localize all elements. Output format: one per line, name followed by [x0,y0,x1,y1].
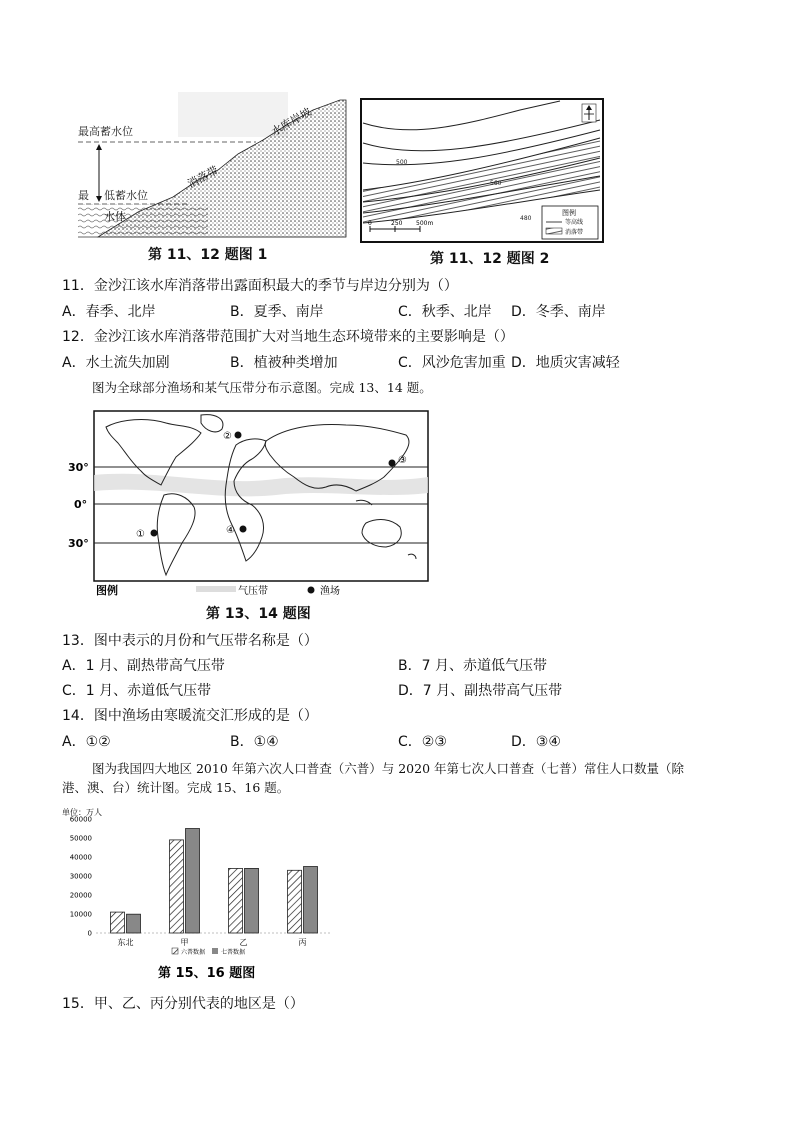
bar-census7-3 [304,867,318,934]
legend-belt-swatch [196,586,236,592]
legend-fishery-icon [308,587,315,594]
figure-2 [360,98,605,270]
q13-option-b[interactable]: B．7 月、赤道低气压带 [398,658,547,674]
map-legend-title: 图例 [96,584,118,597]
reservoir-profile-diagram [78,92,350,242]
lat-label-30s: 30° [68,537,89,550]
svg-text:③: ③ [398,455,407,466]
bar-census6-3 [288,870,302,933]
y-tick-label: 60000 [69,815,92,824]
svg-text:250: 250 [391,220,403,227]
intro-13-14: 图为全球部分渔场和某气压带分布示意图。完成 13、14 题。 [92,380,432,395]
bar-census7-0 [127,914,141,933]
population-bar-chart [62,803,362,989]
map-caption: 第 13、14 题图 [206,606,311,622]
bar-census7-2 [245,868,259,933]
q13-option-d[interactable]: D．7 月、副热带高气压带 [398,683,563,699]
q14-option-d[interactable]: D．③④ [511,734,561,750]
q11-option-b[interactable]: B．夏季、南岸 [230,304,324,320]
q14-option-c[interactable]: C．②③ [398,734,447,750]
contour-map [360,98,605,244]
y-tick-label: 20000 [69,891,92,900]
svg-text:消落带: 消落带 [565,229,584,236]
contour-label-1: 500 [396,159,408,166]
intro-15-16-line2: 港、澳、台）统计图。完成 15、16 题。 [62,780,290,795]
legend-series-1: 六普数据 [181,949,206,956]
lat-label-30n: 30° [68,461,89,474]
q11-option-d[interactable]: D．冬季、南岸 [511,304,606,320]
question-11-stem: 11．金沙江该水库消落带出露面积最大的季节与岸边分别为（） [62,278,458,294]
world-map [66,405,436,600]
y-tick-label: 50000 [69,834,92,843]
bar-census7-1 [186,829,200,934]
map-legend-fishery: 渔场 [320,586,340,597]
x-category-label: 东北 [117,938,134,947]
population-chart [62,803,362,989]
chart-legend [172,948,245,956]
svg-text:等高线: 等高线 [565,219,584,226]
svg-text:②: ② [223,431,232,442]
label-highest-level: 最高蓄水位 [78,125,133,138]
figure-1-caption: 第 11、12 题图 1 [148,247,268,263]
question-15-stem: 15．甲、乙、丙分别代表的地区是（） [62,996,304,1012]
world-map-figure [66,405,436,623]
svg-text:0: 0 [368,220,372,227]
y-tick-label: 0 [87,929,92,938]
q12-option-a[interactable]: A．水土流失加剧 [62,355,170,371]
intro-15-16-line1: 图为我国四大地区 2010 年第六次人口普查（六普）与 2020 年第七次人口普查（七普）常住人口数量（除 [92,761,685,776]
figure-2-caption: 第 11、12 题图 2 [430,251,550,267]
chart-title: 第 15、16 题图 [158,966,256,981]
q13-option-c[interactable]: C．1 月、赤道低气压带 [62,683,212,699]
bar-census6-2 [229,868,243,933]
y-tick-label: 30000 [69,872,92,881]
q13-option-a[interactable]: A．1 月、副热带高气压带 [62,658,225,674]
svg-text:图例: 图例 [562,209,576,217]
label-bank-slope: 水库岸坡 [269,105,314,139]
x-category-label: 乙 [239,938,248,947]
q12-option-d[interactable]: D．地质灾害减轻 [511,355,620,371]
north-arrow-icon [582,104,596,122]
q14-option-b[interactable]: B．①④ [230,734,279,750]
svg-text:500m: 500m [416,220,434,227]
label-water-body: 水体 [104,210,126,223]
question-14-stem: 14．图中渔场由寒暖流交汇形成的是（） [62,708,318,724]
x-category-label: 甲 [180,938,189,947]
contour-label-2: 560 [490,180,502,187]
q12-option-c[interactable]: C．风沙危害加重 [398,355,506,371]
label-low-level: 低蓄水位 [104,189,148,202]
bar-census6-0 [111,912,125,933]
map-legend [542,206,598,239]
x-category-label: 丙 [298,938,307,947]
q11-option-a[interactable]: A．春季、北岸 [62,304,156,320]
lat-label-equator: 0° [74,498,88,511]
map-legend-belt: 气压带 [238,586,268,597]
y-tick-label: 40000 [69,853,92,862]
contour-label-3: 480 [520,215,532,222]
question-12-stem: 12．金沙江该水库消落带范围扩大对当地生态环境带来的主要影响是（） [62,329,514,345]
svg-text:④: ④ [226,525,235,536]
q14-option-a[interactable]: A．①② [62,734,111,750]
legend-series-2: 七普数据 [221,949,246,956]
label-drawdown-zone: 消落带 [185,163,221,191]
figure-1 [78,92,350,267]
q12-option-b[interactable]: B．植被种类增加 [230,355,338,371]
bar-census6-1 [170,840,184,933]
y-tick-label: 10000 [69,910,92,919]
question-13-stem: 13．图中表示的月份和气压带名称是（） [62,633,318,649]
label-lowest-char: 最 [78,189,89,202]
svg-text:①: ① [136,529,145,540]
q11-option-c[interactable]: C．秋季、北岸 [398,304,492,320]
chart-ylabel: 单位：万人 [62,808,102,817]
